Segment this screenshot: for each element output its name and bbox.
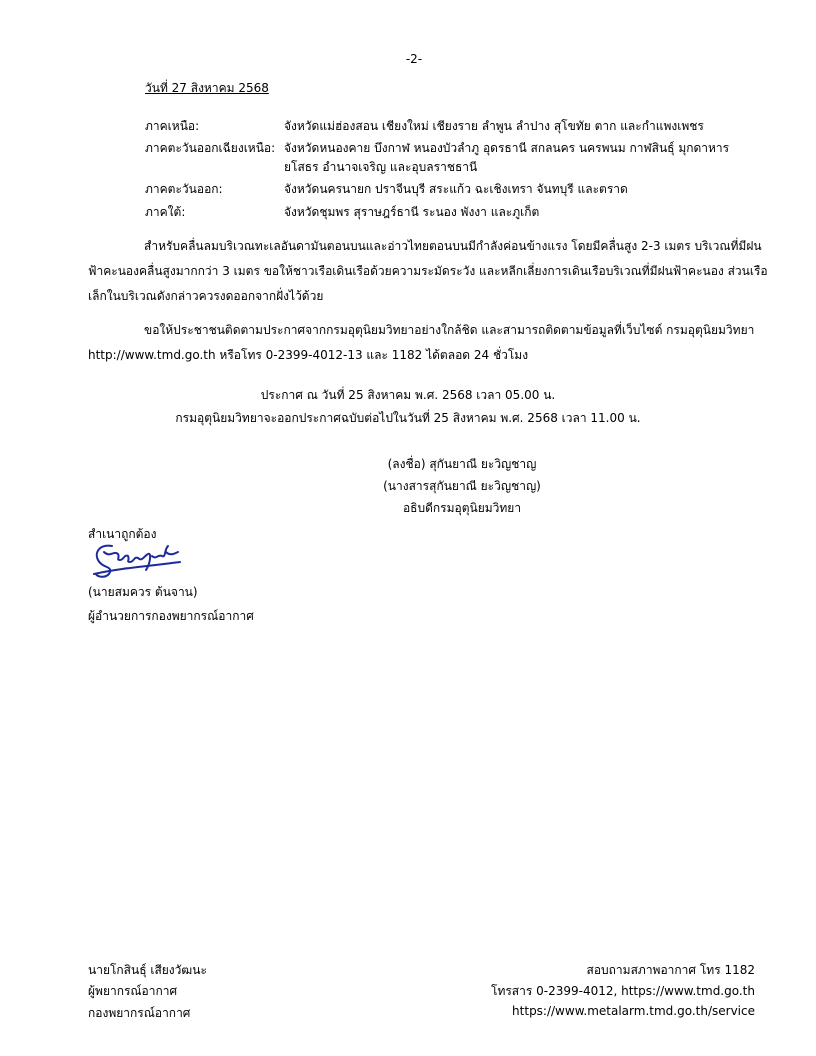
region-provinces-northeast-cont: ยโสธร อำนาจเจริญ และอุบลราชธานี xyxy=(284,160,478,174)
wave-warning-paragraph xyxy=(88,234,768,309)
certified-name: (นายสมควร ต้นจาน) xyxy=(88,585,198,599)
date-heading: วันที่ 27 สิงหาคม 2568 xyxy=(145,81,269,95)
contact-hotline: สอบถามสภาพอากาศ โทร 1182 xyxy=(586,963,755,977)
handwritten-signature xyxy=(90,540,182,580)
next-announcement: กรมอุตุนิยมวิทยาจะออกประกาศฉบับต่อไปในวันที่ 25 สิงหาคม พ.ศ. 2568 เวลา 11.00 น. xyxy=(175,411,641,425)
announcement-time: ประกาศ ณ วันที่ 25 สิงหาคม พ.ศ. 2568 เวลา 05.00 น. xyxy=(260,388,556,402)
region-provinces-north: จังหวัดแม่ฮ่องสอน เชียงใหม่ เชียงราย ลำพูน ลำปาง สุโขทัย ตาก และกำแพงเพชร xyxy=(284,119,704,133)
forecaster-division: กองพยากรณ์อากาศ xyxy=(88,1006,191,1020)
signatory-signed: (ลงชื่อ) สุกันยาณี ยะวิญชาญ xyxy=(387,457,537,471)
region-label-east: ภาคตะวันออก: xyxy=(145,182,223,196)
region-provinces-northeast: จังหวัดหนองคาย บึงกาฬ หนองบัวลำภู อุดรธานี สกลนคร นครพนม กาฬสินธุ์ มุกดาหาร xyxy=(284,141,730,155)
page-number: -2- xyxy=(405,52,423,66)
follow-updates-paragraph xyxy=(88,318,768,368)
signatory-position: อธิบดีกรมอุตุนิยมวิทยา xyxy=(402,501,522,515)
certified-position: ผู้อำนวยการกองพยากรณ์อากาศ xyxy=(88,609,254,623)
follow-updates-text: ขอให้ประชาชนติดตามประกาศจากกรมอุตุนิยมวิทยาอย่างใกล้ชิด และสามารถติดตามข้อมูลที่เว็บไซต์ กรมอุตุนิยมวิทยา http://www.tmd.go.th หรือโทร 0-2399-4012-13 และ 1182 ได้ตลอด 24 ชั่วโมง xyxy=(88,323,755,362)
signatory-name: (นางสารสุกันยาณี ยะวิญชาญ) xyxy=(383,479,541,493)
region-provinces-east: จังหวัดนครนายก ปราจีนบุรี สระแก้ว ฉะเชิงเทรา จันทบุรี และตราด xyxy=(284,182,628,196)
wave-warning-text: สำหรับคลื่นลมบริเวณทะเลอันดามันตอนบนและอ่าวไทยตอนบนมีกำลังค่อนข้างแรง โดยมีคลื่นสูง 2-3 เมตร บริเวณที่มีฝนฟ้าคะนองคลื่นสูงมากกว่า 3 เมตร ขอให้ชาวเรือเดินเรือด้วยความระมัดระวัง และหลีกเลี่ยงการเดินเรือบริเวณที่มีฝนฟ้าคะนอง ส่วนเรือเล็กในบริเวณดังกล่าวควรงดออกจากฝั่งไว้ด้วย xyxy=(88,239,768,303)
forecaster-name: นายโกสินธุ์ เสียงวัฒนะ xyxy=(88,963,207,977)
certified-copy-label: สำเนาถูกต้อง xyxy=(88,527,157,541)
region-label-north: ภาคเหนือ: xyxy=(145,119,200,133)
region-label-northeast: ภาคตะวันออกเฉียงเหนือ: xyxy=(145,141,276,155)
region-provinces-south: จังหวัดชุมพร สุราษฎร์ธานี ระนอง พังงา และภูเก็ต xyxy=(284,205,540,219)
contact-fax-website: โทรสาร 0-2399-4012, https://www.tmd.go.th xyxy=(491,984,755,998)
region-label-south: ภาคใต้: xyxy=(145,205,186,219)
forecaster-title: ผู้พยากรณ์อากาศ xyxy=(88,984,178,998)
contact-service-url: https://www.metalarm.tmd.go.th/service xyxy=(512,1004,755,1018)
